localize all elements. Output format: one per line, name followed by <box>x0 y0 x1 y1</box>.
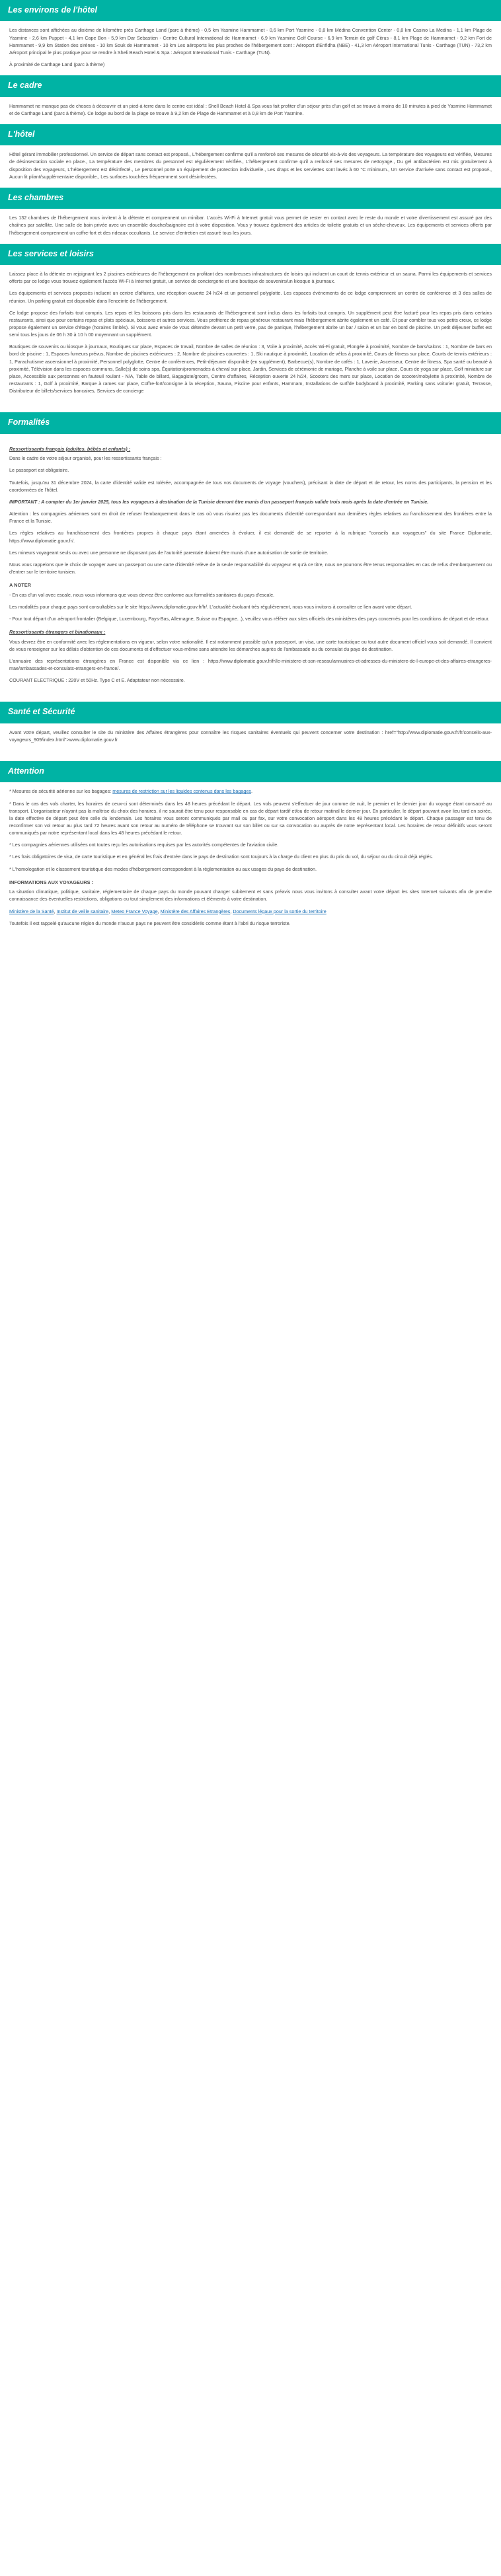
paragraph: Boutiques de souvenirs ou kiosque à journaux, Boutiques sur place, Espaces de travail, Nombre de salles de réunion : 3, Voile à proximité, Accès Wi-Fi gratuit, Plongée à proximité, Nombre de bars/salons : 1, Nombre de bars en bord de piscine : 1, Espaces fumeurs prévus, Nombre de piscines extérieures : 2, Nombre de piscines couvertes : 1, Ski nautique à proximité, Location de vélos à proximité, Cours de fitness sur place, Courts de tennis extérieurs : 1, Parachutisme ascensionnel à proximité, Personnel polyglotte, Centre de conférences, Petit-déjeuner disponible (en supplément), Barbecue(s), Nombre de cafés : 1, Laverie, Ascenseur, Centre de fitness, Spa santé ou beauté à proximité, Télévision dans les espaces communs, Salle(s) de soins spa, Équitation/promenades à cheval sur place, Jardin, Services de cérémonie de mariage, Planche à voile sur place, Cours de yoga sur place, Golf miniature sur place, Accessible aux personnes en fauteuil roulant - N/A, Table de billard, Bagagiste/groom, Centre d'affaires, Réception ouverte 24 h/24, Scooters des mers sur place, Location de scooter/mobylette à proximité, Nombre de restaurants : 1, Golf à proximité, Barque à rames sur place, Coffre-fort/consigne à la réception, Sauna, Piscine pour enfants, Hammam, Installations de surf/de bodyboard à proximité, Parking sans voiturier gratuit, Terrasse, Distributeur de billets/services bancaires, Services de concierge <box>9 344 492 394</box>
spacer <box>0 751 501 761</box>
paragraph: Les mineurs voyageant seuls ou avec une personne ne disposant pas de l'autorité parentale doivent être munis d'une autorisation de sortie de territoire. <box>9 549 328 556</box>
external-link[interactable]: Institut de veille sanitaire <box>56 908 109 914</box>
section-heading-services: Les services et loisirs <box>0 244 501 265</box>
section-heading-formalites: Formalités <box>0 412 501 433</box>
paragraph: Avant votre départ, veuillez consulter le site du ministère des Affaires étrangères pour connaître les risques sanitaires éventuels qui peuvent concerner votre destination : href="http://www.diplomatie.gouv.fr/fr/conseils-aux-voyageurs_909/index.html">www.diplomatie.gouv.fr <box>9 729 492 743</box>
paragraph: Les règles relatives au franchissement des frontières propres à chaque pays étant amenées à évoluer, il est demandé de se reporter à la rubrique "conseils aux voyageurs" du site France Diplomatie, https://www.diplomatie.gouv.fr/. <box>9 530 492 544</box>
paragraph: COURANT ELECTRIQUE : 220V et 50Hz. Type C et E. Adaptateur non nécessaire. <box>9 677 185 684</box>
paragraph: Le passeport est obligatoire. <box>9 467 69 474</box>
link-separator: , <box>54 908 57 914</box>
link-separator: , <box>230 908 233 914</box>
external-link[interactable]: Meteo France Voyage <box>111 908 158 914</box>
paragraph: Toutefois, jusqu'au 31 décembre 2024, la carte d'identité valide est tolérée, accompagnée de tous vos documents de voyage (vouchers), précisant la date de départ et de retour, les noms des participants, la pension et les coordonnées de l'hôtel. <box>9 479 492 493</box>
subheading: INFORMATIONS AUX VOYAGEURS : <box>9 879 94 885</box>
paragraph: Hôtel gérant immobilier professionnel. Un service de départ sans contact est proposé., L'hébergement confirme qu'il a renforcé ses mesures de sécurité vis-à-vis des voyageurs. La température des voyageurs est vérifiée, Mesures de désinsectation sociale en place., La température des membres du personnel est régulièrement vérifiée., L'hébergement confirme qu'il a renforcé ses mesures de nettoyage., Du gel antibactérien est mis gratuitement à disposition des voyageurs, L'hébergement est désinfecté., Le personnel porte un équipement de protection individuelle., Les draps et les serviettes sont lavés à 60 °C minimum., Un service d'arrivée sans contact est proposé., Aucun lit pliant/supplémentaire disponible., Les surfaces touchées fréquemment sont désinfectées. <box>9 151 492 180</box>
paragraph: - Pour tout départ d'un aéroport frontalier (Belgique, Luxembourg, Pays-Bas, Allemagne, Suisse ou Espagne...), veuillez vous référer aux sites officiels des ministères des pays concernés pour les conditions de départ et de retour. <box>9 615 490 622</box>
section-hotel <box>0 124 501 188</box>
baggage-restrictions-link[interactable]: mesures de restriction sur les liquides contenus dans les bagages <box>112 788 251 795</box>
paragraph: * Les frais obligatoires de visa, de carte touristique et en général les frais d'entrée dans le pays de destination sont toujours à la charge du client en plus du prix du vol, du séjour ou du circuit déjà réglés. <box>9 854 434 860</box>
document-page <box>0 0 501 943</box>
paragraph: Laissez place à la détente en rejoignant les 2 piscines extérieures de l'hébergement en profitant des nombreuses infrastructures de loisirs qui incluent un court de tennis extérieur et un sauna. Parmi les équipements et services offerts par ce lodge vous trouvez également l'accès Wi-Fi à Internet gratuit, un service de conciergerie et une boutique de souvenirs/un kiosque à journaux. <box>9 271 492 285</box>
paragraph: Attention : les compagnies aériennes sont en droit de refuser l'embarquement dans le cas où vous risuriez pas les documents d'identité correspondant aux dernières règles relatives au franchissement des frontières entre la France et la Tunisie. <box>9 511 492 525</box>
paragraph: Les distances sont affichées au dixième de kilomètre près Carthage Land (parc à thème) - 0,5 km Yasmine Hammamet - 0,6 km Port Yasmine - 0,8 km Médina Convention Center - 0,8 km Casino La Medina - 1,1 km Plage de Yasmine - 2,6 km Puppet - 4,1 km Cape Bon - 5,9 km Dar Sebastien - Centre Cultural International de Hammamet - 6,9 km Yasmine Golf Course - 6,9 km Terrain de golf Citrus - 8,1 km Plage de Hammamet - 9,2 km Fort de Hammamet - 9,9 km Station des sirènes - 10 km Souk de Hammamet - 10 km Les aéroports les plus proches de l'hébergement sont : Aéroport d'Enfidha (NBE) - 41,3 km Aéroport international Tunis - Carthage (TUN) - 73,2 km Aéroport principal le plus pratique pour se rendre à Sheli Beach Hotel & Spa : Aéroport International Tunis - Carthage (TUN). <box>9 27 492 55</box>
external-link[interactable]: Ministère de la Santé <box>9 908 54 914</box>
paragraph: * L'homologation et le classement touristique des modes d'hébergement correspondent à la réglementation ou aux usages du pays de destination. <box>9 865 317 872</box>
section-body-hotel <box>0 145 501 188</box>
paragraph: Nous vous rappelons que le choix de voyager avec un passeport ou une carte d'identité relève de la seule responsabilité du voyageur et qu'à ce titre, nous ne pourrons être tenus responsables en cas de refus d'embarquement ou d'entrer sur le territoire tunisien. <box>9 561 492 575</box>
section-sante <box>0 702 501 751</box>
paragraph: À proximité de Carthage Land (parc à thème) <box>9 61 105 67</box>
section-body-services <box>0 265 501 402</box>
section-body-attention <box>0 782 501 934</box>
paragraph: L'annuaire des représentations étrangères en France est disponible via ce lien : https://www.diplomatie.gouv.fr/fr/le-ministere-et-son-reseau/annuaires-et-adresses-du-ministere-de-l-europe-et-des-affaires-etrangeres-mae/ambassades-et-consulats-etrangers-en-france/. <box>9 657 492 671</box>
section-body-formalites <box>0 434 501 692</box>
section-environs <box>0 0 501 75</box>
paragraph: Les équipements et services proposés incluent un centre d'affaires, une réception ouverte 24 h/24 et un personnel polyglotte. Les espaces événements de ce lodge comprennent un centre de conférence et 3 des salles de réunion. Un parking gratuit est disponible dans l'enceinte de l'hébergement. <box>9 290 492 304</box>
subheading: Ressortissants français (adultes, bébés et enfants) : <box>9 445 131 452</box>
section-attention <box>0 761 501 934</box>
section-chambres <box>0 188 501 244</box>
paragraph: Toutefois il est rappelé qu'aucune région du monde n'aucun pays ne peuvent être considérés comme étant à l'abri du risque terroriste. <box>9 920 291 926</box>
paragraph: Vous devrez être en conformité avec les réglementations en vigueur, selon votre nationalité. Il est notamment possible qu'un passeport, un visa, une carte touristique ou tout autre document officiel vous soit demandé. Il convient de vous renseigner sur les délais d'obtention de ces documents et d'effectuer vous-même sans attendre les démarches auprès de l'ambassade ou du consulat du pays de destination. <box>9 638 492 652</box>
paragraph: * Dans le cas des vols charter, les horaires de ceux-ci sont déterminés dans les 48 heures précédant le départ. Les vols peuvent s'effectuer de jour comme de nuit, le premier et le dernier jour du voyage étant consacré au transport. L'organisateur n'ayant pas la maîtrise du choix des horaires, il ne saurait être tenu pour responsable en cas de départ tardif et/ou de retour matinal le dernier jour. En particulier, le départ pouvant avoir lieu tard en soirée, la date effective de départ peut être celle du lendemain. Les horaires vous seront communiqués par mail ou par fax, sur votre convocation aéroport dans les 48 heures précédant le départ. Chaque passager est tenu de reconfirmer son vol retour au plus tard 72 heures avant son retour au numéro de téléphone se trouvant sur son billet ou sur sa convocation ou auprès de notre représentant local. Les horaires de retour définitifs vous seront communiqués par notre représentant local dans les 48 heures précédant le retour. <box>9 800 492 836</box>
section-heading-cadre: Le cadre <box>0 75 501 96</box>
section-heading-attention: Attention <box>0 761 501 782</box>
paragraph: - En cas d'un vol avec escale, nous vous informons que vous devrez être conforme aux formalités sanitaires du pays d'escale. <box>9 591 275 598</box>
link-separator: , <box>108 908 112 914</box>
subheading: A NOTER <box>9 582 31 589</box>
section-services <box>0 244 501 402</box>
external-links <box>9 908 492 915</box>
section-body-cadre <box>0 97 501 124</box>
section-heading-chambres: Les chambres <box>0 188 501 209</box>
paragraph: Les modalités pour chaque pays sont consultables sur le site https://www.diplomatie.gouv.fr/fr/. L'actualité évoluant très régulièrement, nous vous invitons à consulter ce lien avant votre départ. <box>9 603 412 610</box>
section-body-sante <box>0 723 501 751</box>
section-body-chambres <box>0 209 501 243</box>
paragraph: Les 132 chambres de l'hébergement vous invitent à la détente et comprennent un minibar. L'accès Wi-Fi à Internet gratuit vous permet de rester en contact avec le reste du monde et votre divertissement est assuré par des chaînes par satellite. Une salle de bain privée avec un ensemble douche/baignoire est à votre disposition. Vous y trouvez également des articles de toilette gratuits et un sèche-cheveux. Les équipements et services offerts par l'hébergement comprennent un coffre-fort et des rideaux occultants. Le service d'entretien est assuré tous les jours. <box>9 215 492 236</box>
section-heading-environs: Les environs de l'hôtel <box>0 0 501 21</box>
subheading: Ressortissants étrangers et binationaux : <box>9 629 106 636</box>
external-link[interactable]: Documents légaux pour la sortie du territoire <box>233 908 327 914</box>
paragraph <box>9 788 492 795</box>
section-cadre <box>0 75 501 124</box>
section-heading-sante: Santé et Sécurité <box>0 702 501 723</box>
paragraph-important: IMPORTANT : A compter du 1er janvier 2025, tous les voyageurs à destination de la Tunisie devront être munis d'un passeport français valide trois mois après la date d'entrée en Tunisie. <box>9 498 429 505</box>
paragraph-text: . <box>251 788 252 795</box>
spacer <box>0 402 501 412</box>
paragraph: * Les compagnies aériennes utilisées ont toutes reçu les autorisations requises par les autorités compétentes de l'aviation civile. <box>9 842 279 848</box>
section-body-environs <box>0 21 501 75</box>
paragraph: La situation climatique, politique, sanitaire, réglementaire de chaque pays du monde pouvant changer subitement et sans préavis nous vous invitons à consulter avant votre départ les sites Internet suivants afin de prendre connaissance des éventuelles restrictions, obligations ou tout simplement des informations et éléments à votre destination. <box>9 889 492 902</box>
paragraph-text: * Mesures de sécurité aérienne sur les bagages: <box>9 788 113 795</box>
external-link[interactable]: Ministère des Affaires Etrangères <box>160 908 231 914</box>
paragraph: Ce lodge propose des forfaits tout compris. Les repas et les boissons pris dans les restaurants de l'hébergement sont inclus dans les forfaits tout compris. Un supplément peut être facturé pour les repas pris dans certains restaurants, ainsi que pour certains repas et plats spéciaux, boissons et autres services. Vous profiterez de repas généreux restaurant mais l'hébergement abrite également un café. Et pour combler tous vos petits creux, ce lodge propose également un service d'étage (horaires limités). Si vous avez envie de vous détendre devant un petit verre, pas de panique, l'hébergement abrite un bar / salon et un bar en bord de piscine. Un petit déjeuner buffet est servi tous les jours de 06 h 30 à 10 h 00 moyennant un supplément. <box>9 309 492 338</box>
link-separator: , <box>157 908 161 914</box>
paragraph: Hammamet ne manque pas de choses à découvrir et un pied-à-terre dans le centre est idéal : Shell Beach Hotel & Spa vous fait profiter d'un séjour près d'un golf et se trouve à moins de 10 minutes à pied de Yasmine Hammamet et de Carthage Land (parc à thème). Ce lodge au bord de la plage se trouve à 9,2 km de Plage de Hammamet et à 0,8 km de Port Yasmine. <box>9 102 492 116</box>
paragraph: Dans le cadre de votre séjour organisé, pour les ressortissants français : <box>9 455 162 462</box>
spacer <box>0 691 501 702</box>
section-heading-hotel: L'hôtel <box>0 124 501 145</box>
section-formalites <box>0 412 501 691</box>
